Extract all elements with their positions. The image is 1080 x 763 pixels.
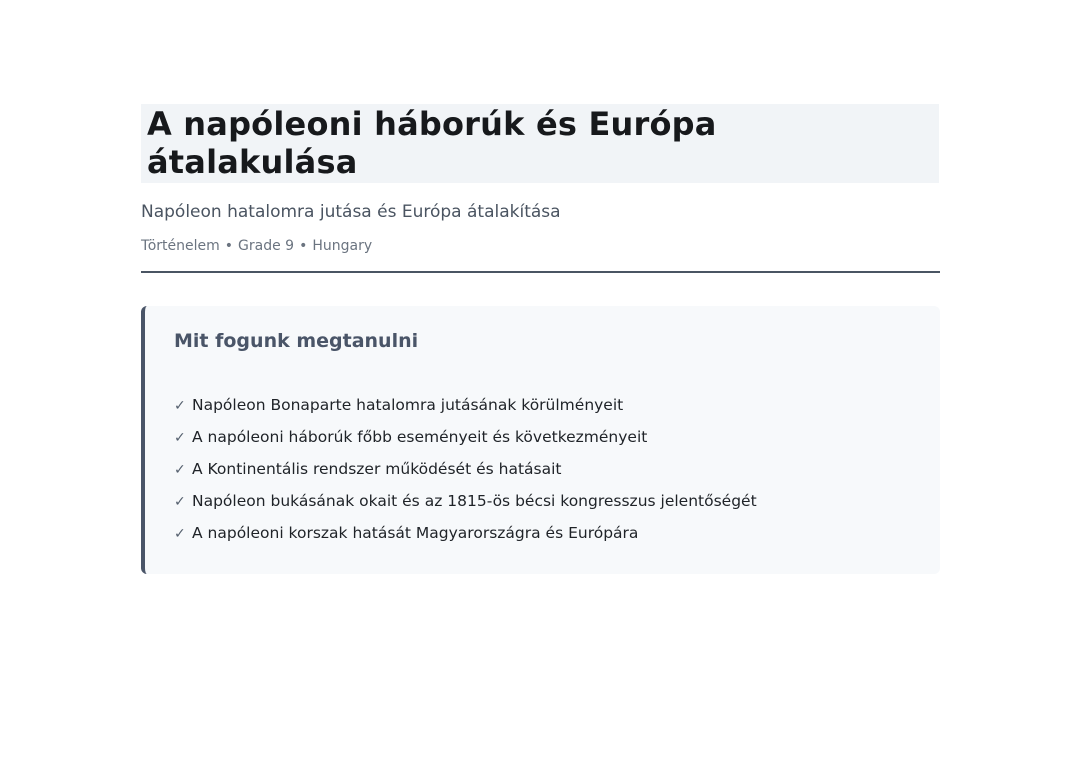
meta-grade: Grade 9	[238, 238, 295, 254]
meta-separator: •	[299, 238, 308, 254]
objective-text: Napóleon bukásának okait és az 1815-ös bécsi kongresszus jelentőségét	[192, 492, 757, 510]
objective-item	[174, 454, 910, 486]
objectives-list	[174, 390, 910, 550]
checkmark-icon: ✓	[174, 398, 186, 414]
title-highlight	[141, 104, 939, 183]
objective-text: A Kontinentális rendszer működését és hatásait	[192, 460, 562, 478]
objective-item	[174, 486, 910, 518]
lesson-meta	[141, 237, 939, 255]
page-title: A napóleoni háborúk és Európa átalakulása	[147, 105, 717, 181]
objectives-heading: Mit fogunk megtanulni	[174, 330, 419, 352]
page-subtitle: Napóleon hatalomra jutása és Európa átalakítása	[141, 202, 561, 222]
objective-text: A napóleoni korszak hatását Magyarországra és Európára	[192, 524, 639, 542]
checkmark-icon: ✓	[174, 462, 186, 478]
objective-item	[174, 390, 910, 422]
checkmark-icon: ✓	[174, 430, 186, 446]
meta-country: Hungary	[312, 238, 373, 254]
header-divider	[141, 271, 940, 273]
checkmark-icon: ✓	[174, 494, 186, 510]
meta-separator: •	[224, 238, 234, 254]
objective-item	[174, 518, 910, 550]
objective-text: Napóleon Bonaparte hatalomra jutásának körülményeit	[192, 396, 624, 414]
objective-item	[174, 422, 910, 454]
meta-subject: Történelem	[141, 238, 220, 254]
lesson-page	[141, 104, 939, 574]
checkmark-icon: ✓	[174, 526, 186, 542]
objectives-card	[141, 306, 940, 574]
objective-text: A napóleoni háborúk főbb eseményeit és következményeit	[192, 428, 648, 446]
